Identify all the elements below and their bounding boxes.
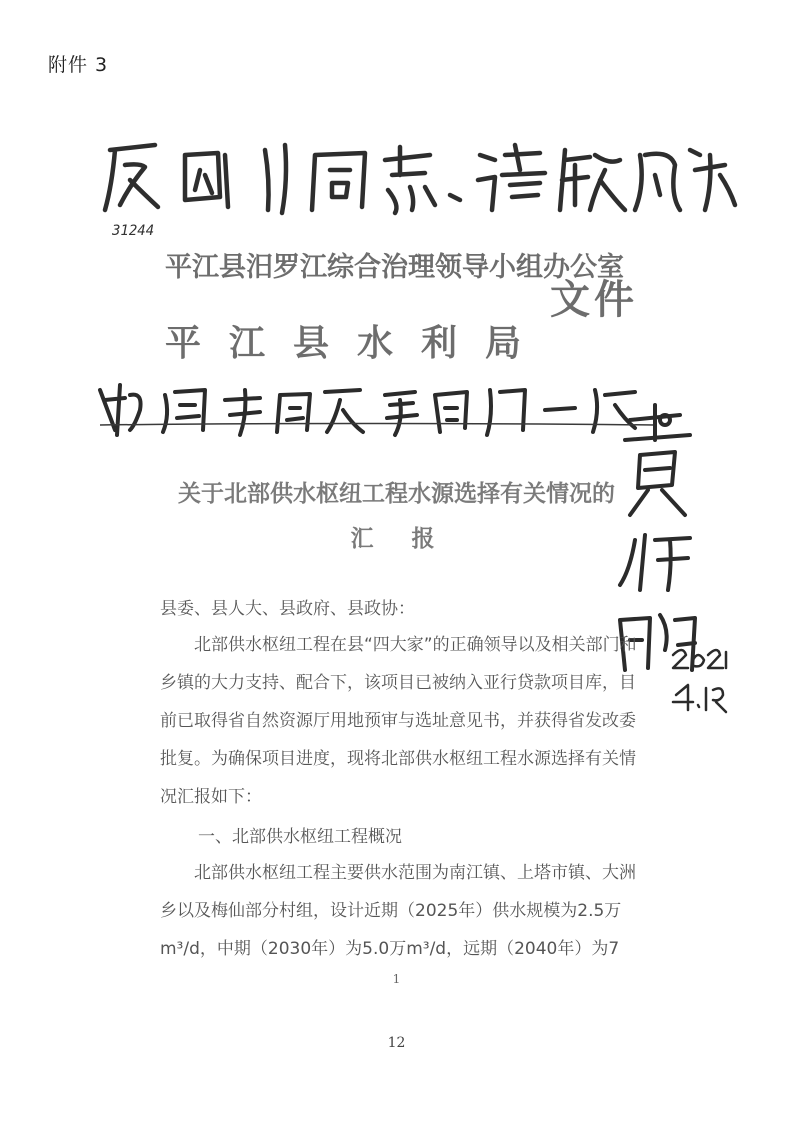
paragraph-intro	[160, 626, 640, 816]
section-heading-1: 一、北部供水枢纽工程概况	[198, 827, 402, 847]
svg-text:31244: 31244	[112, 223, 155, 239]
document-title-line2: 汇报	[350, 525, 473, 552]
issuing-org-2: 平江县水利局	[165, 322, 550, 364]
document-title-line1: 关于北部供水枢纽工程水源选择有关情况的	[178, 480, 615, 507]
handwritten-serial-number	[112, 215, 172, 243]
issuing-org-1: 平江县汨罗江综合治理领导小组办公室	[165, 252, 624, 283]
salutation: 县委、县人大、县政府、县政协：	[160, 599, 415, 619]
paragraph-overview-text: 北部供水枢纽工程主要供水范围为南江镇、上塔市镇、大洲乡以及梅仙部分村组，设计近期（2025年）供水规模为2.5万m³/d，中期（2030年）为5.0万m³/d，远期（2040年）为7	[160, 863, 636, 959]
handwritten-instruction	[100, 125, 740, 220]
outer-page-number: 12	[387, 1035, 406, 1051]
handwritten-date	[668, 640, 738, 720]
paragraph-overview	[160, 854, 640, 968]
paragraph-intro-text: 北部供水枢纽工程在县“四大家”的正确领导以及相关部门和乡镇的大力支持、配合下，该项目已被纳入亚行贷款项目库，目前已取得省自然资源厅用地预审与选址意见书，并获得省发改委批复。为确保项目进度，现将北部供水枢纽工程水源选择有关情况汇报如下：	[160, 635, 637, 807]
attachment-label: 附件 3	[48, 54, 109, 76]
inner-page-number: 1	[392, 972, 401, 986]
doc-type-label: 文件	[550, 276, 638, 323]
